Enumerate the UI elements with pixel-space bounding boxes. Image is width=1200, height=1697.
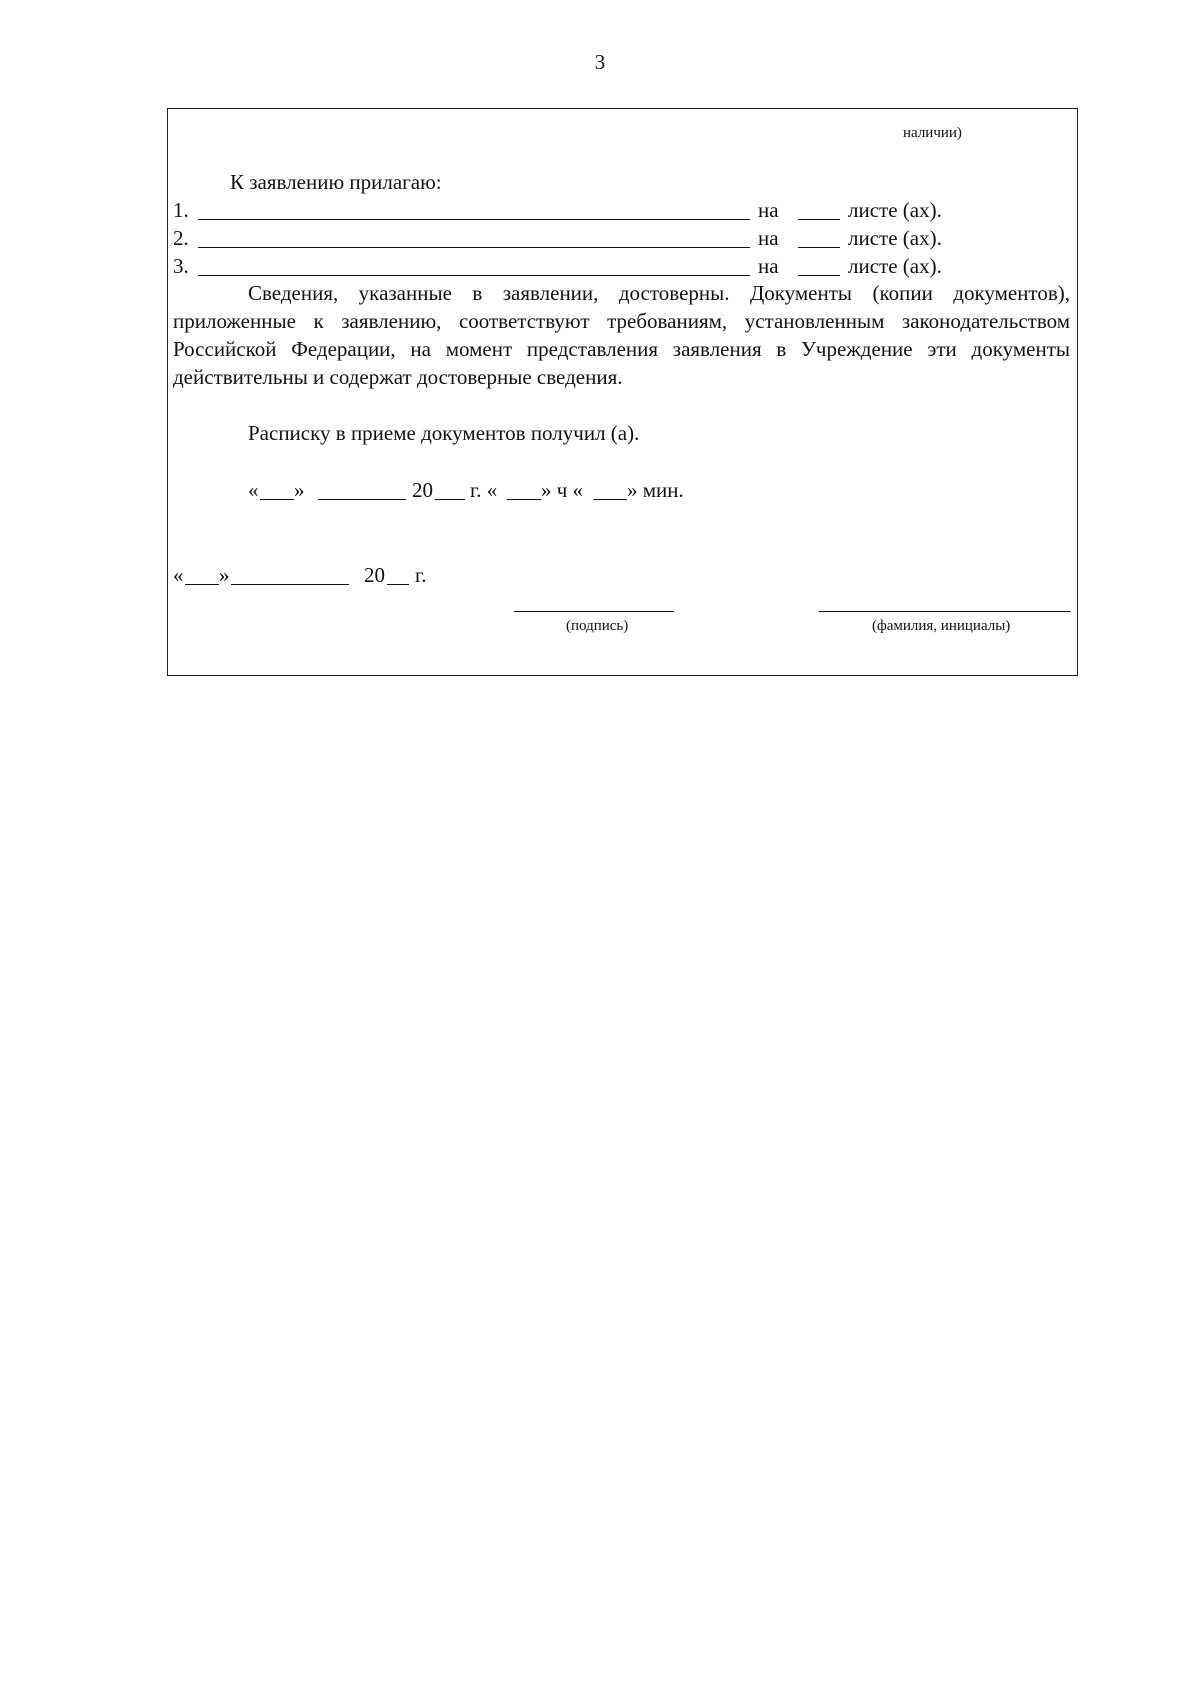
attachment-on-label: на (758, 254, 779, 278)
declaration-paragraph (173, 279, 1070, 391)
receipt-year-field[interactable] (435, 499, 465, 500)
signature-year-suffix: г. (415, 563, 427, 587)
name-field[interactable] (819, 611, 1071, 612)
signature-open-quote: « (173, 563, 184, 587)
attachment-name-field[interactable] (198, 219, 750, 220)
receipt-hours-suffix: » ч « (541, 478, 584, 502)
receipt-minutes-field[interactable] (593, 499, 627, 500)
availability-note: наличии) (903, 125, 962, 141)
name-caption: (фамилия, инициалы) (872, 618, 1011, 634)
attachments-heading: К заявлению прилагаю: (230, 170, 442, 194)
receipt-month-field[interactable] (318, 499, 406, 500)
attachment-name-field[interactable] (198, 247, 750, 248)
signature-day-field[interactable] (185, 584, 219, 585)
attachment-on-label: на (758, 198, 779, 222)
attachment-sheets-field[interactable] (798, 247, 840, 248)
attachment-sheets-label: листе (ах). (848, 226, 942, 250)
attachment-sheets-field[interactable] (798, 219, 840, 220)
signature-field[interactable] (514, 611, 674, 612)
signature-caption: (подпись) (566, 618, 629, 634)
declaration-text: Сведения, указанные в заявлении, достоверны. Документы (копии документов), приложенные к заявлению, соответствуют требованиям, установленным законодательством Российской Федерации, на момент представления заявления в Учреждение эти документы действительны и содержат достоверные сведения. (173, 281, 1070, 389)
receipt-text: Расписку в приеме документов получил (а). (248, 421, 640, 445)
application-form-frame (167, 108, 1078, 676)
receipt-day-field[interactable] (260, 499, 294, 500)
attachment-on-label: на (758, 226, 779, 250)
signature-year-field[interactable] (387, 584, 409, 585)
attachment-name-field[interactable] (198, 275, 750, 276)
receipt-year-suffix: г. « (470, 478, 498, 502)
attachment-sheets-label: листе (ах). (848, 254, 942, 278)
attachment-number: 2. (173, 226, 189, 250)
receipt-hours-field[interactable] (507, 499, 541, 500)
attachment-number: 3. (173, 254, 189, 278)
signature-year-prefix: 20 (364, 563, 385, 587)
receipt-close-quote: » (294, 478, 305, 502)
attachment-sheets-field[interactable] (798, 275, 840, 276)
signature-close-quote: » (219, 563, 230, 587)
receipt-year-prefix: 20 (412, 478, 433, 502)
receipt-minutes-suffix: » мин. (627, 478, 684, 502)
attachment-number: 1. (173, 198, 189, 222)
attachment-sheets-label: листе (ах). (848, 198, 942, 222)
signature-month-field[interactable] (231, 584, 349, 585)
receipt-open-quote: « (248, 478, 259, 502)
page-number: 3 (594, 50, 606, 74)
